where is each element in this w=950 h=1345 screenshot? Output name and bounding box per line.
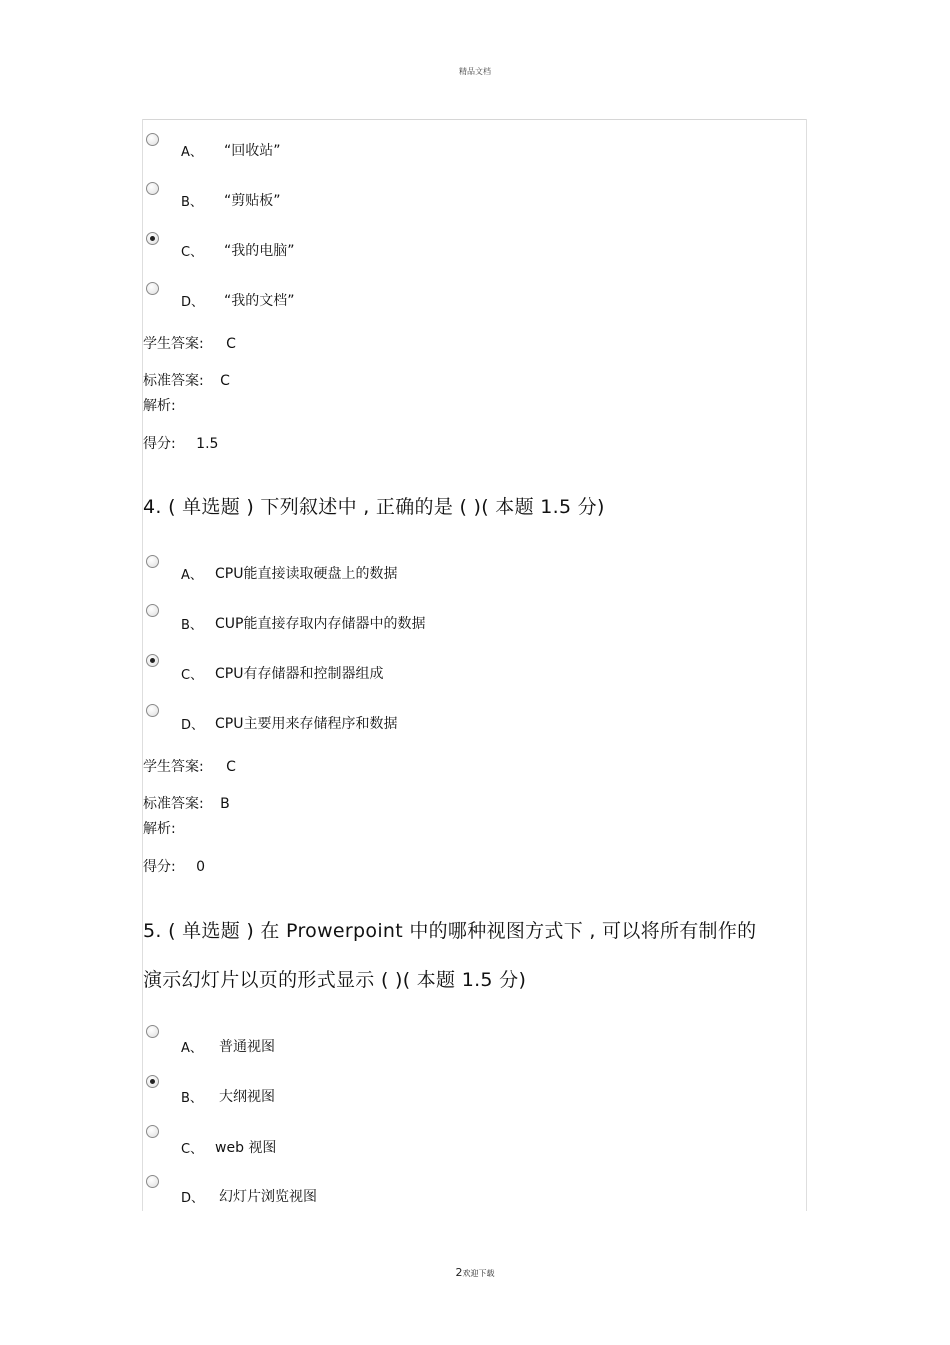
q4-standard-answer (143, 793, 230, 813)
student-answer-value: C (226, 336, 236, 352)
option-letter: B、 (181, 195, 203, 210)
q5-title-line2: 演示幻灯片以页的形式显示 ( )( 本题 1.5 分) (143, 969, 527, 991)
q3-student-answer (143, 333, 236, 353)
q3-standard-answer (143, 370, 230, 390)
standard-answer-value: B (220, 796, 230, 812)
q4-title: 4. ( 单选题 ) 下列叙述中 , 正确的是 ( )( 本题 1.5 分) (143, 496, 605, 518)
radio-button[interactable] (146, 555, 159, 568)
option-letter: B、 (181, 1091, 203, 1106)
radio-button[interactable] (146, 133, 159, 146)
page-footer (0, 1261, 950, 1280)
radio-button[interactable] (146, 604, 159, 617)
option-letter: D、 (181, 718, 205, 733)
standard-answer-label: 标准答案: (143, 796, 204, 812)
frame-right-border (806, 119, 807, 1211)
option-text: 幻灯片浏览视图 (219, 1189, 317, 1205)
option-text: CPU主要用来存储程序和数据 (215, 716, 398, 732)
option-letter: A、 (181, 145, 203, 160)
q3-analysis-label: 解析: (143, 398, 176, 414)
score-label: 得分: (143, 436, 176, 452)
radio-button-selected[interactable] (146, 654, 159, 667)
student-answer-label: 学生答案: (143, 336, 204, 352)
option-text: CPU能直接读取硬盘上的数据 (215, 566, 398, 582)
radio-button[interactable] (146, 1175, 159, 1188)
q4-analysis-label: 解析: (143, 821, 176, 837)
page-header: 精品文档 (459, 67, 491, 76)
q4-student-answer (143, 756, 236, 776)
option-text: “我的文档” (224, 293, 295, 309)
score-value: 0 (196, 859, 206, 875)
radio-button-selected[interactable] (146, 232, 159, 245)
radio-button[interactable] (146, 1025, 159, 1038)
option-letter: C、 (181, 1142, 204, 1157)
option-letter: C、 (181, 245, 204, 260)
radio-button[interactable] (146, 182, 159, 195)
option-text: 大纲视图 (219, 1089, 275, 1105)
q3-score (143, 433, 218, 453)
standard-answer-label: 标准答案: (143, 373, 204, 389)
option-letter: C、 (181, 668, 204, 683)
option-text: “回收站” (224, 143, 281, 159)
option-letter: B、 (181, 618, 203, 633)
option-text: 普通视图 (219, 1039, 275, 1055)
option-text: “剪贴板” (224, 193, 281, 209)
score-label: 得分: (143, 859, 176, 875)
radio-button[interactable] (146, 282, 159, 295)
option-letter: D、 (181, 295, 205, 310)
frame-left-border (142, 119, 143, 1211)
option-letter: A、 (181, 568, 203, 583)
q5-title-line1: 5. ( 单选题 ) 在 Prowerpoint 中的哪种视图方式下 , 可以将所有制作的 (143, 920, 757, 942)
score-value: 1.5 (196, 436, 219, 452)
radio-button-selected[interactable] (146, 1075, 159, 1088)
option-text: CPU有存储器和控制器组成 (215, 666, 384, 682)
student-answer-value: C (226, 759, 236, 775)
option-letter: D、 (181, 1191, 205, 1206)
frame-top-border (142, 119, 807, 120)
option-text: “我的电脑” (224, 243, 295, 259)
radio-button[interactable] (146, 1125, 159, 1138)
q4-score (143, 856, 205, 876)
student-answer-label: 学生答案: (143, 759, 204, 775)
option-text: CUP能直接存取内存储器中的数据 (215, 616, 426, 632)
radio-button[interactable] (146, 704, 159, 717)
standard-answer-value: C (220, 373, 230, 389)
footer-text: 欢迎下载 (462, 1269, 495, 1278)
option-letter: A、 (181, 1041, 203, 1056)
page-number: 2 (455, 1266, 463, 1279)
option-text: web 视图 (215, 1140, 277, 1156)
